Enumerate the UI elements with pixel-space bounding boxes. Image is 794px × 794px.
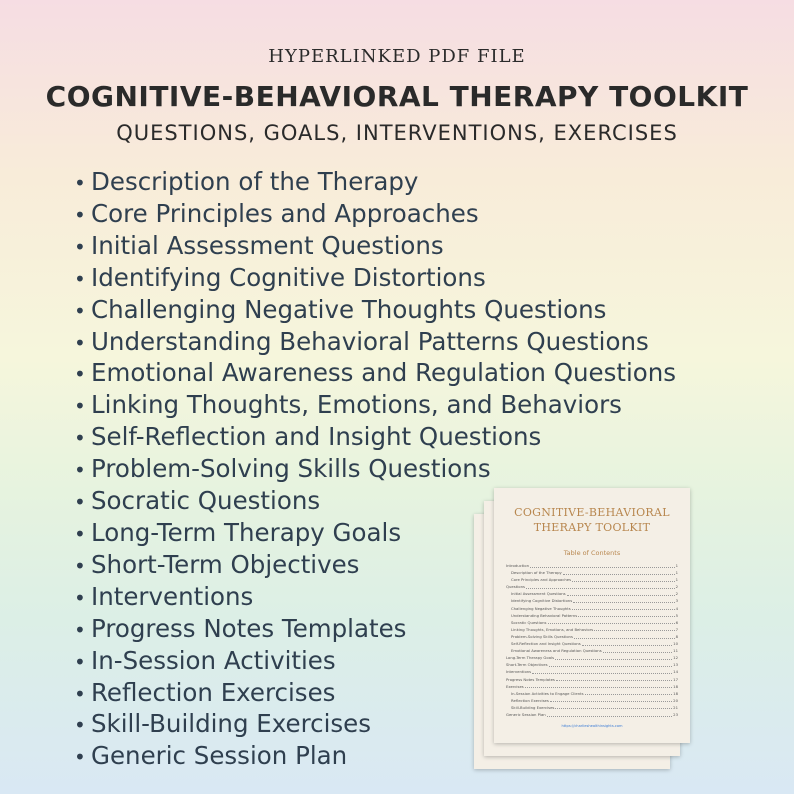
toc-row-label: Socratic Questions [511,619,547,625]
toc-row[interactable] [506,690,678,697]
bullet-icon: • [74,362,86,387]
feature-label: Core Principles and Approaches [91,198,479,228]
toc-row-page: 4 [675,605,678,611]
bullet-icon: • [74,681,86,706]
toc-row-label: Emotional Awareness and Regulation Questions [511,648,602,654]
bullet-icon: • [74,713,86,738]
bullet-icon: • [74,649,86,674]
toc-row-label: Challenging Negative Thoughts [511,605,571,611]
toc-row-page: 10 [673,641,678,647]
toc-leader-dots [578,616,674,617]
preview-title-line2: THERAPY TOOLKIT [533,521,651,534]
feature-label: Problem-Solving Skills Questions [91,454,491,484]
toc-row[interactable] [506,676,678,683]
toc-row[interactable] [506,597,678,604]
toc-row[interactable] [506,704,678,711]
toc-leader-dots [567,595,675,596]
toc-row-page: 14 [673,669,678,675]
bullet-icon: • [74,745,86,770]
toc-row-label: Questions [506,584,525,590]
feature-item [74,199,676,231]
toc-leader-dots [603,652,672,653]
bullet-icon: • [74,585,86,610]
feature-item [74,390,676,422]
toc-row[interactable] [506,583,678,590]
toc-row[interactable] [506,654,678,661]
feature-label: Initial Assessment Questions [91,230,444,260]
feature-label: Description of the Therapy [91,167,419,196]
toc-leader-dots [594,630,674,631]
toc-row-page: 17 [673,676,678,682]
feature-label: Skill-Building Exercises [91,709,372,739]
toc-row[interactable] [506,633,678,640]
toc-leader-dots [532,673,672,674]
table-of-contents [506,562,678,718]
preview-title [494,505,690,535]
toc-row-label: Reflection Exercises [511,697,549,703]
toc-leader-dots [574,638,675,639]
page-subtitle: QUESTIONS, GOALS, INTERVENTIONS, EXERCISES [116,121,678,145]
toc-row[interactable] [506,576,678,583]
toc-row-page: 1 [675,570,678,576]
feature-item [74,167,676,199]
feature-item [74,263,676,295]
toc-row-page: 21 [673,704,678,710]
toc-row[interactable] [506,697,678,704]
toc-row-page: 18 [673,690,678,696]
toc-row-label: Skill-Building Exercises [511,704,555,710]
feature-label: Progress Notes Templates [91,613,407,643]
toc-row[interactable] [506,640,678,647]
feature-label: Socratic Questions [91,486,321,516]
feature-item [74,231,676,263]
toc-row-page: 11 [673,648,678,654]
bullet-icon: • [74,553,86,578]
toc-row-label: Exercises [506,683,524,689]
feature-label: Identifying Cognitive Distortions [91,262,486,292]
bullet-icon: • [74,490,86,515]
toc-row-label: Self-Reflection and Insight Questions [511,641,581,647]
toc-row-page: 23 [673,711,678,717]
toc-leader-dots [582,645,672,646]
toc-leader-dots [555,659,672,660]
toc-row-page: 12 [673,655,678,661]
bullet-icon: • [74,617,86,642]
toc-row-label: Understanding Behavioral Patterns [511,612,578,618]
feature-label: Linking Thoughts, Emotions, and Behaviors [91,390,622,420]
toc-row-page: 3 [675,598,678,604]
toc-row-page: 5 [675,612,678,618]
toc-row-page: 1 [675,563,678,568]
toc-leader-dots [572,609,675,610]
toc-row-page: 6 [675,619,678,625]
toc-row-page: 2 [675,584,678,590]
toc-leader-dots [526,588,675,589]
toc-row[interactable] [506,661,678,668]
feature-label: Emotional Awareness and Regulation Questions [91,358,677,388]
toc-leader-dots [555,708,672,709]
toc-row-label: Description of the Therapy [511,570,562,576]
toc-row[interactable] [506,619,678,626]
bullet-icon: • [74,171,86,195]
feature-item [74,327,676,359]
toc-row-page: 7 [675,626,678,632]
toc-row-label: Progress Notes Templates [506,676,555,682]
toc-row[interactable] [506,683,678,690]
toc-leader-dots [572,581,675,582]
bullet-icon: • [74,394,86,419]
toc-row[interactable] [506,647,678,654]
toc-row-label: Linking Thoughts, Emotions, and Behaviors [511,626,594,632]
feature-label: Generic Session Plan [91,741,348,771]
feature-item [74,454,676,486]
toc-row-label: Interventions [506,669,532,675]
bullet-icon: • [74,330,86,355]
toc-row[interactable] [506,590,678,597]
toc-row-label: Introduction [506,563,529,568]
toc-row-page: 20 [673,697,678,703]
bullet-icon: • [74,521,86,546]
feature-label: Short-Term Objectives [91,549,360,579]
preview-page-front [494,488,690,743]
toc-row-label: Initial Assessment Questions [511,591,566,597]
preview-title-line1: COGNITIVE-BEHAVIORAL [514,506,670,519]
toc-leader-dots [550,701,672,702]
toc-row-page: 18 [673,683,678,689]
toc-row[interactable] [506,626,678,633]
feature-label: Challenging Negative Thoughts Questions [91,294,607,324]
toc-row[interactable] [506,612,678,619]
toc-leader-dots [563,574,675,575]
toc-row-label: Long-Term Therapy Goals [506,655,555,661]
toc-leader-dots [530,567,675,568]
preview-url-link[interactable]: https://charlieshealthinsights.com [561,724,623,729]
feature-label: In-Session Activities [91,645,336,675]
bullet-icon: • [74,426,86,451]
toc-leader-dots [525,687,672,688]
toc-leader-dots [585,694,673,695]
page-title: COGNITIVE-BEHAVIORAL THERAPY TOOLKIT [45,80,749,113]
toc-row-label: Generic Session Plan [506,711,546,717]
toc-row-page: 13 [673,662,678,668]
feature-label: Understanding Behavioral Patterns Questions [91,326,649,356]
toc-row[interactable] [506,562,678,569]
toc-leader-dots [548,623,675,624]
kicker-label: HYPERLINKED PDF FILE [268,46,526,67]
toc-row[interactable] [506,569,678,576]
toc-row-page: 1 [675,577,678,583]
toc-heading: Table of Contents [563,549,621,557]
feature-item [74,358,676,390]
toc-row-page: 8 [675,633,678,639]
toc-leader-dots [547,716,672,717]
bullet-icon: • [74,202,86,227]
toc-row-label: In-Session Activities to Engage Clients [511,690,584,696]
feature-label: Long-Term Therapy Goals [91,517,402,547]
toc-row-page: 2 [675,591,678,597]
feature-label: Reflection Exercises [91,677,336,707]
feature-label: Self-Reflection and Insight Questions [91,422,542,452]
feature-item [74,422,676,454]
toc-row[interactable] [506,668,678,675]
bullet-icon: • [74,266,86,291]
bullet-icon: • [74,298,86,323]
toc-row-label: Short-Term Objectives [506,662,548,668]
bullet-icon: • [74,458,86,483]
toc-row-label: Core Principles and Approaches [511,577,572,583]
toc-row-label: Identifying Cognitive Distortions [511,598,573,604]
feature-label: Interventions [91,581,254,611]
toc-row-label: Problem-Solving Skills Questions [511,633,573,639]
toc-leader-dots [549,666,673,667]
toc-leader-dots [573,602,674,603]
toc-leader-dots [556,680,672,681]
feature-item [74,295,676,327]
toc-row[interactable] [506,605,678,612]
toc-row[interactable] [506,711,678,718]
bullet-icon: • [74,234,86,259]
